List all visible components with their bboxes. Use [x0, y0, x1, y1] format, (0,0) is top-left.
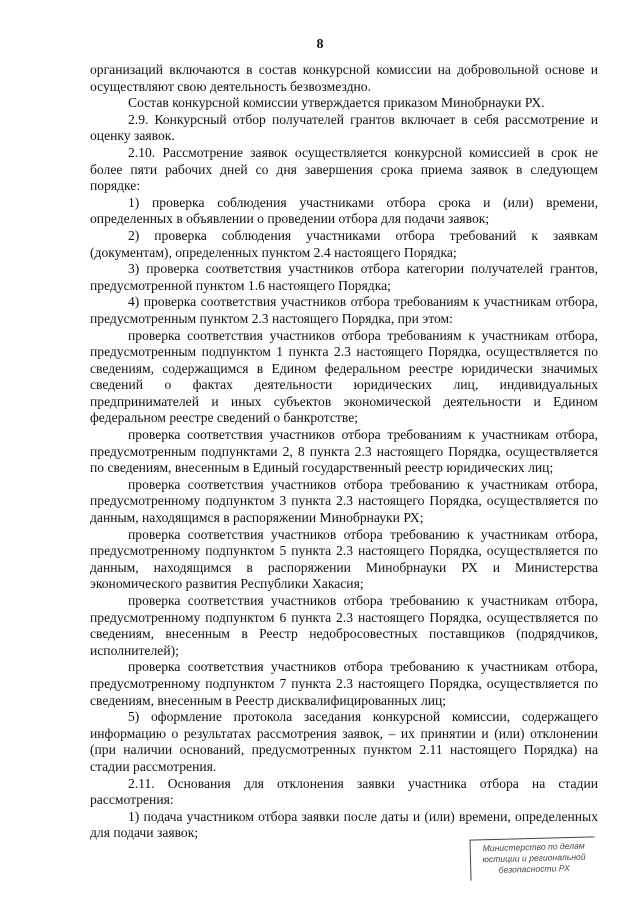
stamp-line: безопасности РХ	[498, 863, 571, 875]
registration-stamp	[469, 836, 595, 880]
paragraph: проверка соответствия участников отбора требованиям к участникам отбора, предусмотренным подпунктом 1 пункта 2.3 настоящего Порядка, осуществляется по сведениям, содержащимся в Едином федеральном реестре юридически значимых сведений о фактах деятельности юридических лиц, индивидуальных предпринимателей и иных субъектов экономической деятельности и Едином федеральном реестре сведений о банкротстве;	[90, 327, 598, 426]
document-body	[90, 62, 598, 842]
paragraph: проверка соответствия участников отбора требованию к участникам отбора, предусмотренному подпунктом 5 пункта 2.3 настоящего Порядка, осуществляется по данным, находящимся в распоряжении Минобрнауки РХ и Министерства экономического развития Республики Хакасия;	[90, 526, 598, 592]
paragraph: проверка соответствия участников отбора требованиям к участникам отбора, предусмотренным подпунктами 2, 8 пункта 2.3 настоящего Порядка, осуществляется по сведениям, внесенным в Единый государственный реестр юридических лиц;	[90, 427, 598, 476]
paragraph: 2.10. Рассмотрение заявок осуществляется конкурсной комиссией в срок не более пяти рабочих дней со дня завершения срока приема заявок в следующем порядке:	[90, 144, 598, 194]
stamp-line: юстиции и региональной	[482, 851, 586, 865]
list-item: 1) подача участником отбора заявки после даты и (или) времени, определенных для подачи заявок;	[90, 808, 598, 841]
paragraph: организаций включаются в состав конкурсной комиссии на добровольной основе и осуществляют свою деятельность безвозмездно.	[90, 62, 598, 94]
paragraph: 2.11. Основания для отклонения заявки участника отбора на стадии рассмотрения:	[90, 775, 598, 808]
stamp-line: Министерство по делам	[482, 840, 585, 854]
list-item: 4) проверка соответствия участников отбора требованиям к участникам отбора, предусмотренным пунктом 2.3 настоящего Порядка, при этом:	[90, 294, 598, 326]
list-item: 5) оформление протокола заседания конкурсной комиссии, содержащего информацию о результатах рассмотрения заявок, – их принятии и (или) отклонении (при наличии оснований, предусмотренных пунктом 2.11 настоящего Порядка) на стадии рассмотрения.	[90, 709, 598, 774]
list-item: 2) проверка соблюдения участниками отбора требований к заявкам (документам), определенных пунктом 2.4 настоящего Порядка;	[90, 227, 598, 260]
paragraph: проверка соответствия участников отбора требованию к участникам отбора, предусмотренному подпунктом 7 пункта 2.3 настоящего Порядка, осуществляется по сведениям, внесенным в Реестр дисквалифицированных лиц;	[90, 659, 598, 708]
paragraph: Состав конкурсной комиссии утверждается приказом Минобрнауки РХ.	[128, 95, 545, 111]
paragraph: проверка соответствия участников отбора требованию к участникам отбора, предусмотренному подпунктом 6 пункта 2.3 настоящего Порядка, осуществляется по сведениям, внесенным в Реестр недобросовестных поставщиков (подрядчиков, исполнителей);	[90, 593, 598, 658]
list-item: 1) проверка соблюдения участниками отбора срока и (или) времени, определенных в объявлении о проведении отбора для подачи заявок;	[90, 194, 598, 227]
paragraph: 2.9. Конкурсный отбор получателей грантов включает в себя рассмотрение и оценку заявок.	[90, 111, 598, 144]
page-number: 8	[316, 37, 324, 52]
list-item: 3) проверка соответствия участников отбора категории получателей грантов, предусмотренной пунктом 1.6 настоящего Порядка;	[90, 261, 598, 293]
paragraph: проверка соответствия участников отбора требованию к участникам отбора, предусмотренному подпунктом 3 пункта 2.3 настоящего Порядка, осуществляется по данным, находящимся в распоряжении Минобрнауки РХ;	[90, 476, 598, 526]
